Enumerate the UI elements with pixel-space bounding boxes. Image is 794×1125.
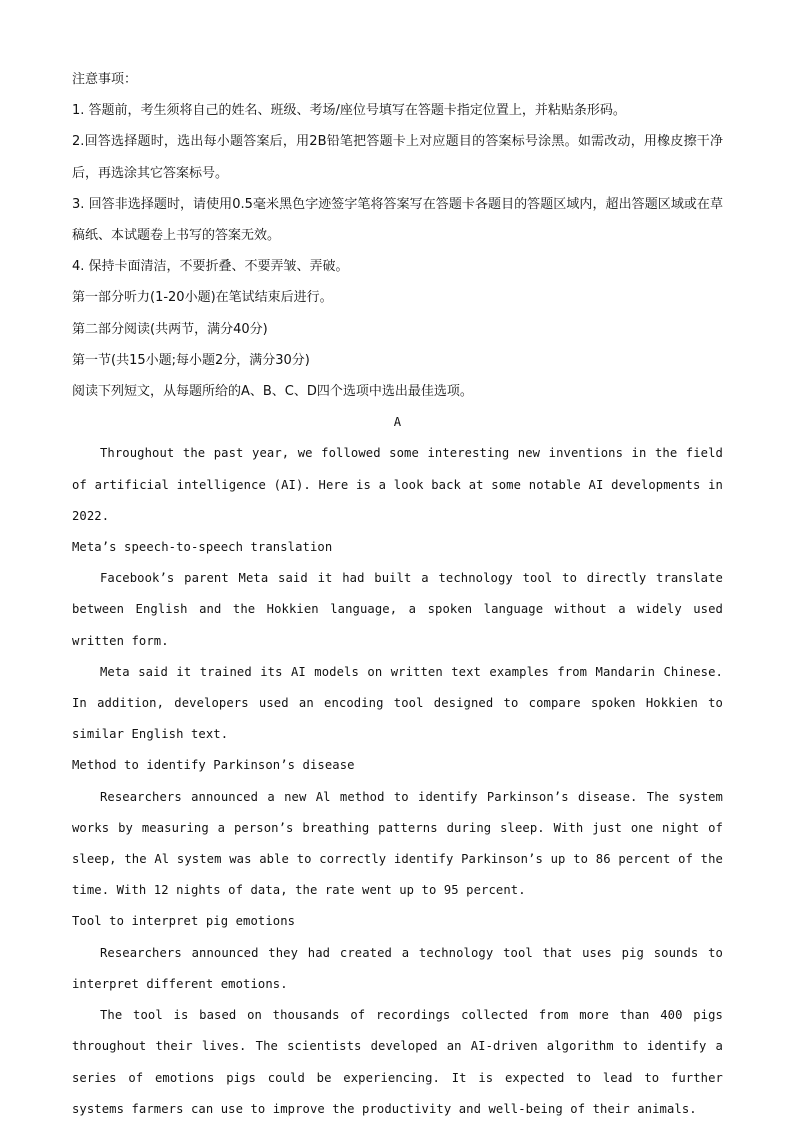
heading-parkinsons: Method to identify Parkinson’s disease — [72, 758, 355, 773]
passage-intro: Throughout the past year, we followed some interesting new inventions in the field of artificial intelligence (AI). Here is a look back at some notable AI developments in 2022. — [72, 446, 723, 523]
paragraph-pig-1: Researchers announced they had created a technology tool that uses pig sounds to interpret different emotions. — [72, 945, 723, 991]
note-item-1: 1. 答题前，考生须将自己的姓名、班级、考场/座位号填写在答题卡指定位置上，并粘贴条形码。 — [72, 103, 626, 119]
passage-label: A — [393, 415, 402, 430]
note-item-3: 3. 回答非选择题时，请使用0.5毫米黑色字迹签字笔将答案写在答题卡各题目的答题区域内，超出答题区域或在草稿纸、本试题卷上书写的答案无效。 — [72, 196, 723, 244]
paragraph-parkinsons: Researchers announced a new Al method to identify Parkinson’s disease. The system works by measuring a person’s breathing patterns during sleep. With just one night of sleep, the Al system was able to correctly identify Parkinson’s up to 86 percent of the time. With 12 nights of data, the rate went up to 95 percent. — [72, 789, 723, 898]
note-item-4: 4. 保持卡面清洁，不要折叠、不要弄皱、弄破。 — [72, 259, 349, 275]
reading-instruction: 阅读下列短文，从每题所给的A、B、C、D四个选项中选出最佳选项。 — [72, 384, 473, 400]
paragraph-meta-2: Meta said it trained its AI models on written text examples from Mandarin Chinese. In addition, developers used an encoding tool designed to compare spoken Hokkien to similar English text. — [72, 664, 723, 742]
note-item-2: 2.回答选择题时，选出每小题答案后，用2B铅笔把答题卡上对应题目的答案标号涂黑。如需改动，用橡皮擦干净后，再选涂其它答案标号。 — [72, 134, 723, 181]
paragraph-pig-2: The tool is based on thousands of recordings collected from more than 400 pigs throughout their lives. The scientists developed an AI-driven algorithm to identify a series of emotions pigs could be experiencing. It is expected to lead to further systems farmers can use to improve the productivity and well-being of their animals. — [72, 1008, 723, 1116]
heading-pig-emotions: Tool to interpret pig emotions — [72, 914, 296, 929]
part1-heading: 第一节(共15小题;每小题2分，满分30分) — [72, 352, 310, 368]
exam-page — [72, 64, 723, 1125]
paragraph-meta-1: Facebook’s parent Meta said it had built a technology tool to directly translate between English and the Hokkien language, a spoken language without a widely used written form. — [72, 571, 723, 648]
reading-section-heading: 第二部分阅读(共两节，满分40分) — [72, 321, 268, 337]
listening-section-note: 第一部分听力(1-20小题)在笔试结束后进行。 — [72, 290, 333, 306]
heading-meta-translation: Meta’s speech-to-speech translation — [72, 540, 333, 555]
notes-title: 注意事项： — [72, 72, 138, 87]
